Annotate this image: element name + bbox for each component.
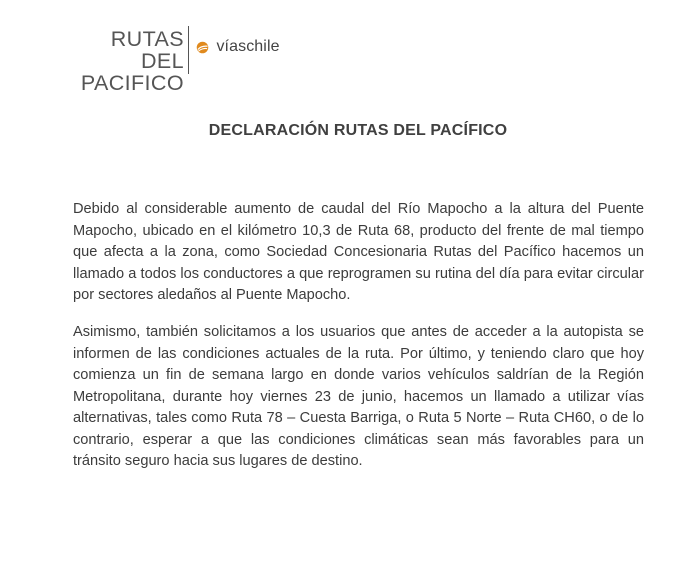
viaschile-brand	[196, 38, 280, 62]
logo-line-1: RUTAS	[110, 27, 184, 51]
paragraph-2: Asimismo, también solicitamos a los usuarios que antes de acceder a la autopista se informen de las condiciones actuales de la ruta. Por último, y teniendo claro que hoy comienza un fin de semana largo en donde varios vehículos saldrían de la Región Metropolitana, durante hoy viernes 23 de junio, hacemos un llamado a utilizar vías alternativas, tales como Ruta 78 – Cuesta Barriga, o Ruta 5 Norte – Ruta CH60, o de lo contrario, esperar a que las condiciones climáticas sean más favorables para un tránsito seguro hacia sus lugares de destino.	[73, 324, 644, 469]
rutas-del-pacifico-wordmark	[38, 28, 184, 94]
logo-line-2: DEL PACIFICO	[80, 49, 184, 95]
document-title: DECLARACIÓN RUTAS DEL PACÍFICO	[208, 122, 508, 139]
paragraph-1: Debido al considerable aumento de caudal del Río Mapocho a la altura del Puente Mapocho, ubicado en el kilómetro 10,3 de Ruta 68, producto del frente de mal tiempo que afecta a la zona, como Sociedad Concesionaria Rutas del Pacífico hacemos un llamado a todos los conductores a que reprogramen su rutina del día para evitar circular por sectores aledaños al Puente Mapocho.	[73, 201, 644, 303]
viaschile-wordmark: víaschile	[216, 38, 280, 55]
viaschile-swoosh-icon	[196, 41, 209, 54]
logo-divider	[188, 26, 189, 74]
